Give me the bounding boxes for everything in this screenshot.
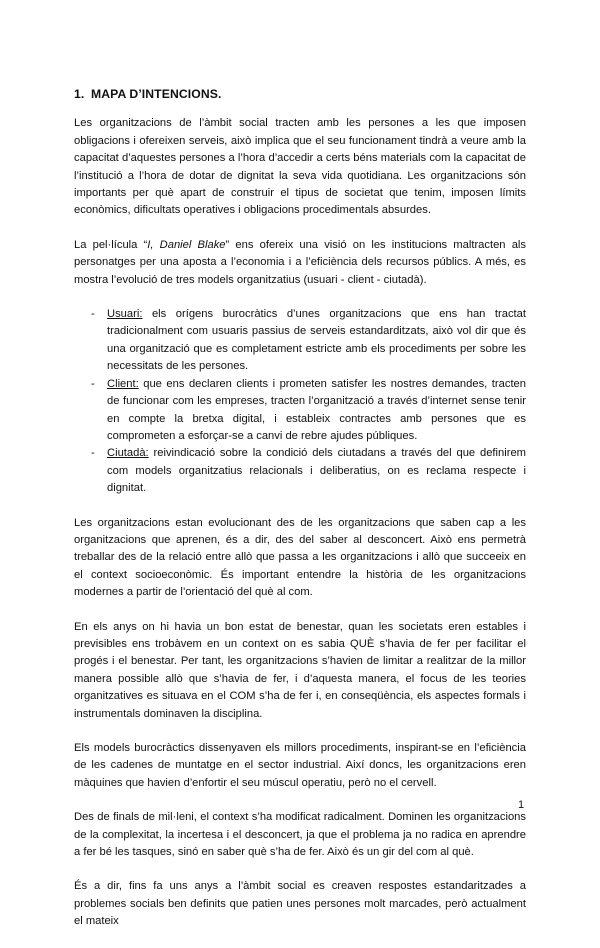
page-body xyxy=(74,86,526,948)
paragraph-4: En els anys on hi havia un bon estat de benestar, quan les societats eren estables i previsibles ens trobàvem en un context on es sabia QUÈ s’havia de fer per facilitar el progés i el benestar. Per tant, les organitzacions s’havien de limitar a realitzar de la millor manera possible allò que s’havia de fer, i d’aquesta manera, el focus de les teories organitzatives es situava en el COM s’ha de fer i, en conseqüència, els aspectes formals i instrumentals dominaven la disciplina. xyxy=(74,620,526,720)
list-item-client xyxy=(74,376,526,446)
paragraph-2 xyxy=(74,237,526,289)
models-list xyxy=(74,306,526,497)
paragraph-3: Les organitzacions estan evolucionant des de les organitzacions que saben cap a les organitzacions que aprenen, és a dir, des del saber al desconcert. Això ens permetrà treballar des de la relació entre allò que passa a les organitzacions i allò que succeeix en el context socioeconòmic. És important entendre la història de les organitzacions modernes a partir de l’orientació del què al com. xyxy=(74,516,526,599)
film-title: I, Daniel Blake xyxy=(147,238,226,251)
paragraph-5: Els models burocràctics dissenyaven els millors procediments, inspirant-se en l’eficiència de les cadenes de muntatge en el sector industrial. Així doncs, les organitzacions eren màquines que havien d’enfortir el seu múscul operatiu, però no el cervell. xyxy=(74,742,526,789)
list-item-ciutada xyxy=(74,445,526,497)
section-number: 1. xyxy=(74,87,85,101)
paragraph-1: Les organitzacions de l’àmbit social tracten amb les persones a les que imposen obligacions i ofereixen serveis, això implica que el seu funcionament tindrà a veure amb la capacitat d’aquestes persones a l’hora d’accedir a certs béns materials com la capacitat de l’institució a l’hora de dotar de dignitat la seva vida quotidiana. Les organitzacions són importants per què apart de construir el tipus de societat que tenim, imposen límits econòmics, dificultats operatives i obligacions procedimentals absurdes. xyxy=(74,117,526,217)
paragraph-2-rest: ” ens ofereix una visió on les institucions maltracten als personatges per una aposta a l’economia i a l’eficiència dels recursos públics. A més, es mostra l’evolució de tres models organitzatius (usuari - client - ciutadà). xyxy=(74,238,526,286)
term-client: Client: xyxy=(107,377,139,390)
list-dash: - xyxy=(91,447,95,460)
section-title: MAPA D’INTENCIONS. xyxy=(91,87,222,101)
list-dash: - xyxy=(91,308,95,321)
page-number: 1 xyxy=(518,799,525,811)
paragraph-6: Des de finals de mil·leni, el context s’ha modificat radicalment. Dominen les organitzacions de la complexitat, la incertesa i el desconcert, ja que el problema ja no radica en aprendre a fer bé les tasques, sinó en saber què s’ha de fer. Això és un gir del com al què. xyxy=(74,811,526,859)
list-item-usuari xyxy=(74,306,526,376)
desc-client: que ens declaren clients i prometen satisfer les nostres demandes, tracten de funcionar com les empreses, tracten l’organització a través d’internet sense tenir en compte la bretxa digital, i estableix contractes amb persones que es comprometen a esforçar-se a canvi de rebre ajudes públiques. xyxy=(107,377,526,442)
desc-ciutada: reivindicació sobre la condició dels ciutadans a través del que definirem com models organitzatius relacionals i deliberatius, on es reclama respecte i dignitat. xyxy=(107,447,526,495)
section-heading xyxy=(74,86,526,103)
list-dash: - xyxy=(91,377,95,390)
term-usuari: Usuari: xyxy=(107,308,143,321)
desc-usuari: els orígens burocràtics d’unes organitzacions que ens han tractat tradicionalment com usuaris passius de serveis estandarditzats, això vol dir que és una organització que es completament estricte amb els procediments per sobre les necessitats de les persones. xyxy=(107,308,526,373)
paragraph-7: És a dir, fins fa uns anys a l’àmbit social es creaven respostes estandaritzades a problemes socials ben definits que patien unes persones molt marcades, però actualment el mateix xyxy=(74,880,526,928)
term-ciutada: Ciutadà: xyxy=(107,447,149,460)
paragraph-2-intro: La pel·lícula “ xyxy=(74,238,148,251)
